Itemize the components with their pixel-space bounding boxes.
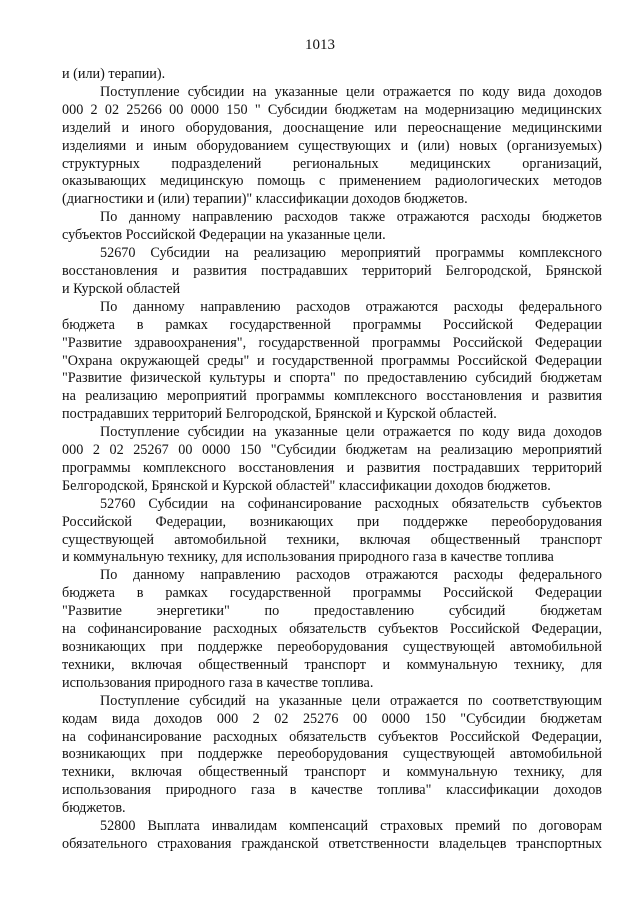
text-line: и (или) терапии). [62, 66, 166, 82]
paragraph [62, 245, 602, 299]
text-line: на софинансирование расходных обязательств субъектов Российской Федерации, [62, 621, 602, 638]
text-line: обязательного страхования гражданской ответственности владельцев транспортных [62, 835, 602, 852]
page-number: 1013 [305, 37, 335, 53]
text-line: структурных подразделений региональных медицинских организаций, [62, 155, 602, 172]
text-line: Поступление субсидий на указанные цели отражается по соответствующим [100, 692, 602, 709]
document-body [62, 66, 602, 854]
text-line: "Развитие здравоохранения", государственной программы Российской Федерации [62, 334, 602, 351]
text-line: Российской Федерации, возникающих при поддержке переоборудования [62, 513, 602, 530]
text-line: бюджета в рамках государственной программы Российской Федерации [62, 585, 602, 602]
text-line: "Развитие физической культуры и спорта" по предоставлению субсидий бюджетам [62, 370, 602, 387]
text-line: По данному направлению расходов отражаются расходы федерального [100, 567, 602, 584]
paragraph [62, 496, 602, 568]
text-line: По данному направлению расходов отражаются расходы федерального [100, 298, 602, 315]
text-line: Белгородской, Брянской и Курской областей" классификации доходов бюджетов. [62, 477, 551, 494]
text-line: бюджета в рамках государственной программы Российской Федерации [62, 316, 602, 333]
text-line: и Курской областей [62, 280, 181, 297]
text-line: на реализацию мероприятий программы комплексного восстановления и развития [62, 388, 602, 405]
text-line: "Охрана окружающей среды" и государственной программы Российской Федерации [62, 352, 602, 369]
text-line: восстановления и развития пострадавших территорий Белгородской, Брянской [62, 262, 602, 279]
text-line: 000 2 02 25267 00 0000 150 "Субсидии бюджетам на реализацию мероприятий [62, 442, 602, 459]
paragraph [62, 567, 602, 692]
text-line: возникающих при поддержке переоборудования существующей автомобильной [62, 639, 602, 655]
paragraph [62, 424, 602, 496]
text-line: 52800 Выплата инвалидам компенсаций страховых премий по договорам [100, 818, 602, 835]
text-line: пострадавших территорий Белгородской, Брянской и Курской областей. [62, 406, 497, 423]
text-line: и коммунальную технику, для использования природного газа в качестве топлива [62, 549, 554, 566]
text-line: субъектов Российской Федерации на указанные цели. [62, 227, 386, 244]
text-line: (диагностики и (или) терапии)" классификации доходов бюджетов. [62, 191, 468, 208]
paragraph [62, 693, 602, 818]
text-line: По данному направлению расходов также отражаются расходы бюджетов [100, 209, 602, 226]
text-line: существующей автомобильной техники, включая общественный транспорт [62, 531, 602, 548]
text-line: техники, включая общественный транспорт и коммунальную технику, для [62, 656, 602, 673]
text-line: 000 2 02 25266 00 0000 150 " Субсидии бюджетам на модернизацию медицинских [62, 101, 602, 118]
text-line: изделий и иного оборудования, дооснащение или переоснащение медицинскими [62, 119, 602, 136]
text-line: оказывающих медицинскую помощь с применением радиологических методов [62, 173, 602, 190]
text-line: "Развитие энергетики" по предоставлению субсидий бюджетам [62, 603, 602, 620]
paragraph [62, 84, 602, 209]
text-line: программы комплексного восстановления и развития пострадавших территорий [62, 459, 602, 476]
text-line: бюджетов. [62, 800, 126, 817]
text-line: использования природного газа в качестве топлива. [62, 674, 374, 691]
text-line: использования природного газа в качестве топлива" классификации доходов [62, 782, 602, 799]
paragraph [62, 818, 602, 854]
text-line: возникающих при поддержке переоборудования существующей автомобильной [62, 746, 602, 763]
text-line: изделиями и иным оборудованием существующих и (или) новых (организуемых) [62, 137, 602, 154]
paragraph [62, 299, 602, 424]
text-line: Поступление субсидии на указанные цели отражается по коду вида доходов [100, 424, 602, 441]
paragraph [62, 209, 602, 245]
text-line: 52760 Субсидии на софинансирование расходных обязательств субъектов [100, 495, 602, 512]
text-line: техники, включая общественный транспорт и коммунальную технику, для [62, 764, 602, 781]
text-line: Поступление субсидии на указанные цели отражается по коду вида доходов [100, 83, 602, 100]
text-line: на софинансирование расходных обязательств субъектов Российской Федерации, [62, 728, 602, 745]
paragraph [62, 66, 602, 84]
text-line: 52670 Субсидии на реализацию мероприятий программы комплексного [100, 245, 602, 262]
text-line: кодам вида доходов 000 2 02 25276 00 0000 150 "Субсидии бюджетам [62, 710, 602, 727]
